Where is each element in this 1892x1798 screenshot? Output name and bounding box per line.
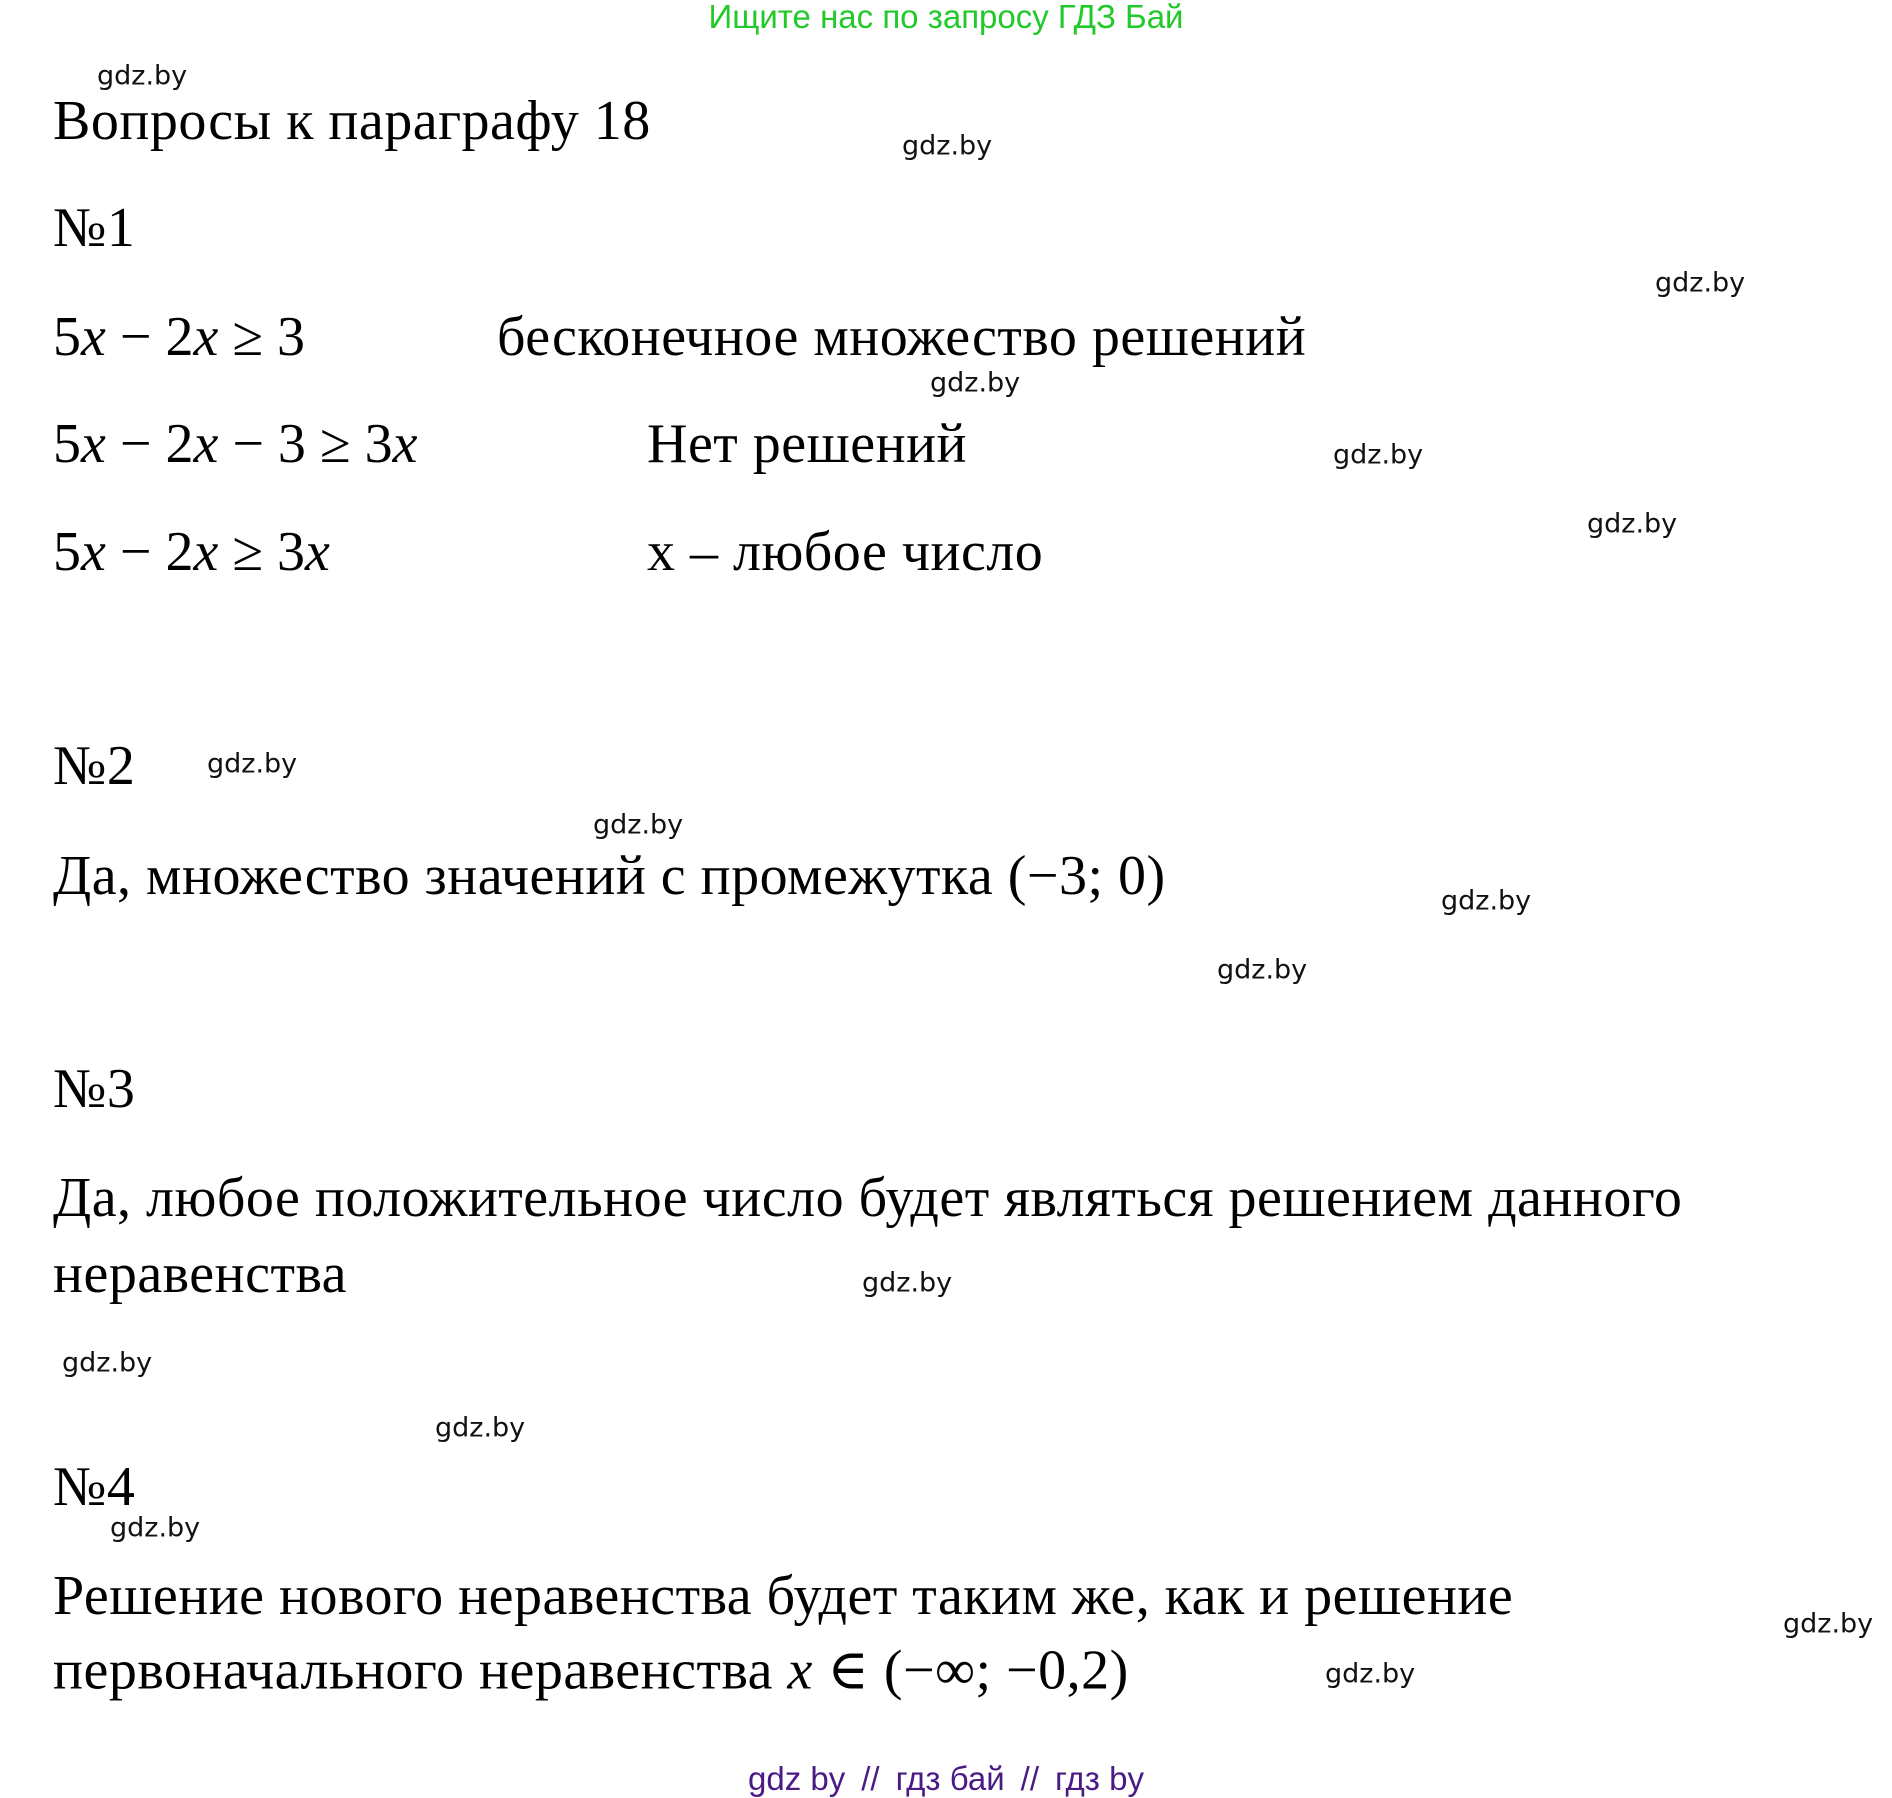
footer-links: [0, 1760, 1892, 1798]
inequality-1-result: бесконечное множество решений: [497, 306, 1307, 368]
question-3-label: №3: [53, 1058, 136, 1120]
question-4-answer-line-1: Решение нового неравенства будет таким же, как и решение: [53, 1565, 1514, 1627]
footer-link-gdz-by-cyr[interactable]: гдз by: [1055, 1760, 1144, 1797]
watermark: gdz.by: [862, 1267, 953, 1299]
watermark: gdz.by: [110, 1512, 201, 1544]
promo-banner: Ищите нас по запросу ГДЗ Бай: [708, 0, 1184, 35]
question-3-answer-line-1: Да, любое положительное число будет являться решением данного: [53, 1167, 1683, 1229]
watermark: gdz.by: [930, 367, 1021, 399]
question-4-answer-line-2: первоначального неравенства x ∈ (−∞; −0,2): [53, 1639, 1129, 1702]
inequality-2: 5x − 2x − 3 ≥ 3x: [53, 413, 418, 475]
footer-link-gdz-by[interactable]: gdz by: [748, 1760, 846, 1797]
watermark: gdz.by: [1325, 1658, 1416, 1690]
watermark: gdz.by: [1333, 439, 1424, 471]
footer-separator: //: [1020, 1760, 1039, 1797]
footer-separator: //: [861, 1760, 880, 1797]
watermark: gdz.by: [97, 60, 188, 92]
watermark: gdz.by: [207, 748, 298, 780]
page-title: Вопросы к параграфу 18: [53, 90, 651, 152]
footer-link-gdz-bai[interactable]: гдз бай: [895, 1760, 1005, 1797]
question-3-answer-line-2: неравенства: [53, 1243, 348, 1305]
question-2-answer: Да, множество значений с промежутка (−3; 0): [53, 845, 1166, 907]
watermark: gdz.by: [902, 130, 993, 162]
inequality-1: 5x − 2x ≥ 3: [53, 306, 306, 368]
inequality-3: 5x − 2x ≥ 3x: [53, 521, 330, 583]
watermark: gdz.by: [62, 1347, 153, 1379]
watermark: gdz.by: [1217, 954, 1308, 986]
watermark: gdz.by: [593, 809, 684, 841]
question-2-label: №2: [53, 735, 136, 797]
question-1-label: №1: [53, 197, 136, 259]
watermark: gdz.by: [1655, 267, 1746, 299]
watermark: gdz.by: [1783, 1608, 1874, 1640]
watermark: gdz.by: [1441, 885, 1532, 917]
question-4-label: №4: [53, 1456, 136, 1518]
watermark: gdz.by: [435, 1412, 526, 1444]
inequality-2-result: Нет решений: [647, 413, 968, 475]
inequality-3-result: x – любое число: [647, 521, 1044, 583]
watermark: gdz.by: [1587, 508, 1678, 540]
